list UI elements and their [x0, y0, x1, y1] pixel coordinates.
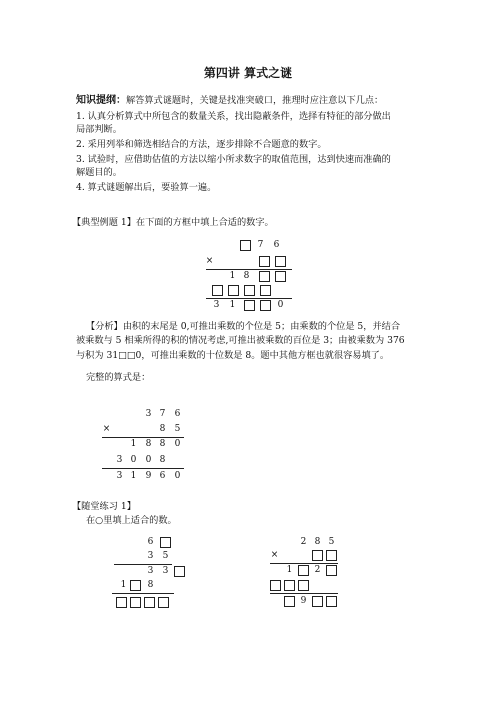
tip-line: 3. 试验时，应借助估值的方法以缩小所求数字的取值范围，达到快速而准确的 [76, 154, 391, 165]
digit: 8 [159, 455, 166, 465]
example-heading: 【典型例题 1】在下面的方框中填上合适的数字。 [72, 217, 274, 228]
blank-box[interactable] [298, 565, 309, 576]
digit: 2 [314, 565, 321, 575]
digit: 0 [130, 455, 137, 465]
blank-box[interactable] [275, 271, 286, 282]
digit: 3 [145, 409, 152, 419]
blank-box[interactable] [284, 580, 295, 591]
digit: 0 [174, 471, 181, 481]
digit: 2 [300, 537, 307, 547]
digit: 0 [277, 300, 284, 310]
blank-box[interactable] [326, 596, 337, 607]
blank-box[interactable] [212, 285, 223, 296]
digit: 6 [147, 537, 154, 547]
blank-box[interactable] [326, 550, 337, 561]
tip-line: 解题目的。 [76, 167, 122, 178]
rule-line [112, 593, 174, 594]
blank-box[interactable] [312, 550, 323, 561]
digit: 1 [130, 439, 137, 449]
digit: 1 [130, 471, 137, 481]
tips-intro: 解答算式谜题时，关键是找准突破口，推理时应注意以下几点： [126, 95, 384, 106]
blank-box[interactable] [275, 256, 286, 267]
tip-line: 1. 认真分析算式中所包含的数量关系，找出隐蔽条件，选择有特征的部分做出 [76, 111, 391, 122]
analysis-line: 与积为 31□□0，可推出乘数的十位数是 8。题中其他方框也就很容易填了。 [76, 350, 390, 361]
digit: 6 [273, 240, 280, 250]
blank-box[interactable] [244, 300, 255, 311]
blank-box[interactable] [160, 537, 171, 548]
blank-box[interactable] [260, 300, 271, 311]
digit: 3 [213, 300, 220, 310]
blank-box[interactable] [260, 285, 271, 296]
digit: 3 [116, 471, 123, 481]
blank-box[interactable] [326, 565, 337, 576]
digit: 8 [314, 537, 321, 547]
blank-box[interactable] [240, 240, 251, 251]
blank-box[interactable] [144, 597, 155, 608]
digit: 3 [147, 551, 154, 561]
digit: 0 [145, 455, 152, 465]
blank-box[interactable] [259, 271, 270, 282]
digit: 9 [145, 471, 152, 481]
blank-box[interactable] [298, 580, 309, 591]
blank-box[interactable] [259, 256, 270, 267]
practice-instruction: 在○里填上适合的数。 [86, 515, 177, 526]
tip-line: 4. 算式谜题解出后，要验算一遍。 [76, 182, 217, 193]
blank-box[interactable] [244, 285, 255, 296]
times-sign: × [270, 550, 279, 560]
digit: 9 [300, 596, 307, 606]
complete-label: 完整的算式是： [86, 372, 151, 383]
digit: 8 [147, 580, 154, 590]
blank-box[interactable] [174, 566, 185, 577]
digit: 1 [286, 565, 293, 575]
rule-line [270, 563, 338, 564]
blank-box[interactable] [116, 597, 127, 608]
tip-line: 2. 采用列举和筛选相结合的方法，逐步排除不合题意的数字。 [76, 139, 327, 150]
blank-box[interactable] [284, 596, 295, 607]
digit: 0 [174, 439, 181, 449]
digit: 6 [159, 471, 166, 481]
blank-box[interactable] [270, 580, 281, 591]
digit: 1 [229, 300, 236, 310]
digit: 8 [159, 439, 166, 449]
digit: 7 [257, 240, 264, 250]
rule-line [206, 298, 292, 299]
digit: 8 [243, 271, 250, 281]
times-sign: × [205, 256, 214, 266]
tips-label: 知识提纲： [76, 95, 126, 106]
rule-line [114, 564, 172, 565]
digit: 3 [116, 455, 123, 465]
digit: 7 [159, 409, 166, 419]
digit: 6 [174, 409, 181, 419]
digit: 5 [328, 537, 335, 547]
rule-line [206, 269, 292, 270]
rule-line [270, 593, 338, 594]
digit: 1 [120, 580, 127, 590]
digit: 8 [145, 439, 152, 449]
rule-line [102, 468, 184, 469]
digit: 8 [159, 424, 166, 434]
times-sign: × [102, 424, 111, 434]
digit: 5 [162, 551, 169, 561]
analysis-line: 【分析】由积的末尾是 0,可推出乘数的个位是 5；由乘数的个位是 5，并结合 [86, 321, 401, 332]
tip-line: 局部判断。 [76, 124, 122, 135]
analysis-line: 被乘数与 5 相乘所得的积的情况考虑,可推出被乘数的百位是 3；由被乘数为 376 [76, 335, 405, 346]
practice-heading: 【随堂练习 1】 [72, 501, 136, 512]
rule-line [102, 437, 184, 438]
digit: 5 [174, 424, 181, 434]
blank-box[interactable] [158, 597, 169, 608]
blank-box[interactable] [312, 596, 323, 607]
digit: 3 [147, 566, 154, 576]
blank-box[interactable] [228, 285, 239, 296]
page-title: 第四讲 算式之谜 [203, 66, 293, 80]
digit: 3 [162, 566, 169, 576]
digit: 1 [229, 271, 236, 281]
blank-box[interactable] [130, 597, 141, 608]
tips-intro-line [76, 95, 436, 108]
blank-box[interactable] [130, 580, 141, 591]
